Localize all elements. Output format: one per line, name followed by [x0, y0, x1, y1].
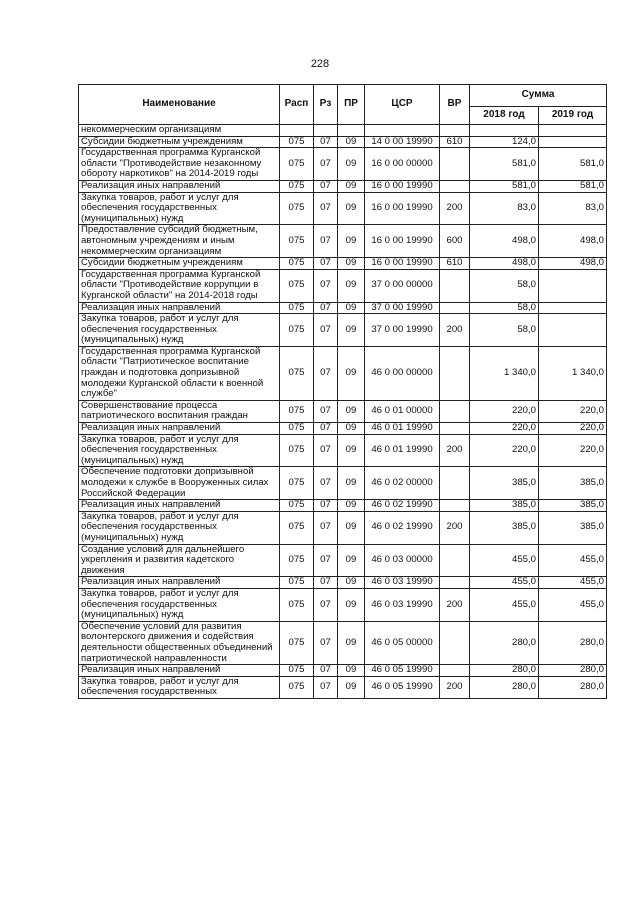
table-row	[79, 148, 607, 181]
row-name: Государственная программа Курганской области "Противодействие незаконному обороту наркотиков" на 2014-2019 годы	[79, 148, 280, 181]
row-rz: 07	[314, 258, 338, 270]
row-sum-2019: 498,0	[539, 225, 607, 258]
row-pr: 09	[338, 665, 365, 677]
row-rz: 07	[314, 148, 338, 181]
row-rz: 07	[314, 136, 338, 148]
row-name: некоммерческим организациям	[79, 125, 280, 137]
table-row	[79, 180, 607, 192]
row-pr: 09	[338, 269, 365, 302]
row-pr: 09	[338, 258, 365, 270]
row-csr: 46 0 01 19990	[365, 423, 440, 435]
row-rz: 07	[314, 511, 338, 544]
row-vr	[440, 665, 470, 677]
row-rasp: 075	[280, 180, 314, 192]
row-sum-2018: 581,0	[470, 180, 539, 192]
row-vr: 610	[440, 258, 470, 270]
row-vr: 610	[440, 136, 470, 148]
table-row	[79, 588, 607, 621]
row-name: Реализация иных направлений	[79, 302, 280, 314]
row-rasp: 075	[280, 192, 314, 225]
table-row	[79, 192, 607, 225]
row-sum-2019: 455,0	[539, 577, 607, 589]
row-rz: 07	[314, 544, 338, 577]
row-rasp: 075	[280, 258, 314, 270]
table-row	[79, 258, 607, 270]
row-sum-2019: 280,0	[539, 621, 607, 664]
row-sum-2018: 124,0	[470, 136, 539, 148]
row-pr: 09	[338, 400, 365, 422]
row-name: Закупка товаров, работ и услуг для обеспечения государственных	[79, 676, 280, 698]
row-rz: 07	[314, 192, 338, 225]
row-name: Совершенствование процесса патриотического воспитания граждан	[79, 400, 280, 422]
row-csr: 16 0 00 19990	[365, 225, 440, 258]
row-rasp: 075	[280, 676, 314, 698]
row-sum-2018: 220,0	[470, 434, 539, 467]
row-vr	[440, 269, 470, 302]
row-pr: 09	[338, 577, 365, 589]
row-sum-2018: 280,0	[470, 621, 539, 664]
row-pr: 09	[338, 148, 365, 181]
row-rasp: 075	[280, 500, 314, 512]
table-row	[79, 346, 607, 400]
row-sum-2018: 280,0	[470, 676, 539, 698]
row-sum-2019: 498,0	[539, 258, 607, 270]
row-sum-2019	[539, 269, 607, 302]
row-csr	[365, 125, 440, 137]
row-rasp: 075	[280, 423, 314, 435]
table-row	[79, 500, 607, 512]
row-name: Закупка товаров, работ и услуг для обеспечения государственных (муниципальных) нужд	[79, 434, 280, 467]
row-rasp: 075	[280, 302, 314, 314]
row-pr: 09	[338, 434, 365, 467]
row-name: Закупка товаров, работ и услуг для обеспечения государственных (муниципальных) нужд	[79, 588, 280, 621]
row-csr: 14 0 00 19990	[365, 136, 440, 148]
row-rz: 07	[314, 225, 338, 258]
table-row	[79, 511, 607, 544]
row-sum-2018: 280,0	[470, 665, 539, 677]
row-sum-2018	[470, 125, 539, 137]
row-pr: 09	[338, 467, 365, 500]
row-rz: 07	[314, 676, 338, 698]
row-name: Субсидии бюджетным учреждениям	[79, 136, 280, 148]
row-csr: 37 0 00 19990	[365, 302, 440, 314]
budget-table	[78, 84, 607, 699]
row-name: Закупка товаров, работ и услуг для обеспечения государственных (муниципальных) нужд	[79, 192, 280, 225]
row-rz: 07	[314, 423, 338, 435]
row-rz: 07	[314, 434, 338, 467]
row-name: Реализация иных направлений	[79, 180, 280, 192]
row-vr: 200	[440, 676, 470, 698]
row-rz: 07	[314, 588, 338, 621]
row-name: Государственная программа Курганской области "Патриотическое воспитание граждан и подготовка допризывной молодежи Курганской области к военной службе"	[79, 346, 280, 400]
row-sum-2019	[539, 125, 607, 137]
row-sum-2018: 58,0	[470, 269, 539, 302]
page-number: 228	[310, 58, 330, 70]
row-vr	[440, 180, 470, 192]
row-pr: 09	[338, 544, 365, 577]
row-name: Создание условий для дальнейшего укрепления и развития кадетского движения	[79, 544, 280, 577]
header-name: Наименование	[79, 85, 280, 125]
table-row	[79, 136, 607, 148]
row-name: Реализация иных направлений	[79, 500, 280, 512]
table-row	[79, 467, 607, 500]
row-rz: 07	[314, 665, 338, 677]
row-pr: 09	[338, 192, 365, 225]
row-vr: 200	[440, 511, 470, 544]
row-rz: 07	[314, 400, 338, 422]
row-sum-2018: 58,0	[470, 302, 539, 314]
header-vr: ВР	[440, 85, 470, 125]
header-2018: 2018 год	[470, 107, 539, 125]
row-sum-2019: 581,0	[539, 180, 607, 192]
row-vr	[440, 302, 470, 314]
table-row	[79, 314, 607, 347]
row-rasp: 075	[280, 136, 314, 148]
header-rz: Рз	[314, 85, 338, 125]
row-rz: 07	[314, 621, 338, 664]
row-name: Государственная программа Курганской области "Противодействие коррупции в Курганской области" на 2014-2018 годы	[79, 269, 280, 302]
row-rasp: 075	[280, 467, 314, 500]
row-sum-2018: 385,0	[470, 467, 539, 500]
header-2019: 2019 год	[539, 107, 607, 125]
table-row	[79, 400, 607, 422]
row-sum-2019: 220,0	[539, 400, 607, 422]
row-vr: 200	[440, 434, 470, 467]
row-rasp: 075	[280, 225, 314, 258]
row-sum-2018: 220,0	[470, 400, 539, 422]
row-sum-2019: 385,0	[539, 511, 607, 544]
row-csr: 37 0 00 00000	[365, 269, 440, 302]
row-name: Субсидии бюджетным учреждениям	[79, 258, 280, 270]
row-sum-2019	[539, 136, 607, 148]
row-sum-2018: 498,0	[470, 225, 539, 258]
row-sum-2019: 385,0	[539, 500, 607, 512]
row-rasp: 075	[280, 400, 314, 422]
row-csr: 46 0 05 19990	[365, 665, 440, 677]
table-row	[79, 665, 607, 677]
row-pr: 09	[338, 225, 365, 258]
row-sum-2018: 385,0	[470, 500, 539, 512]
row-sum-2019	[539, 302, 607, 314]
row-rasp: 075	[280, 148, 314, 181]
table-row	[79, 225, 607, 258]
row-vr	[440, 400, 470, 422]
row-sum-2018: 1 340,0	[470, 346, 539, 400]
row-pr: 09	[338, 302, 365, 314]
row-sum-2019: 280,0	[539, 665, 607, 677]
table-row	[79, 269, 607, 302]
row-csr: 16 0 00 19990	[365, 258, 440, 270]
row-csr: 16 0 00 00000	[365, 148, 440, 181]
row-rasp: 075	[280, 269, 314, 302]
row-rasp: 075	[280, 577, 314, 589]
row-pr: 09	[338, 500, 365, 512]
row-vr	[440, 544, 470, 577]
row-pr: 09	[338, 314, 365, 347]
row-pr	[338, 125, 365, 137]
table-row	[79, 676, 607, 698]
row-sum-2018: 220,0	[470, 423, 539, 435]
row-sum-2019	[539, 314, 607, 347]
row-pr: 09	[338, 588, 365, 621]
row-sum-2019: 1 340,0	[539, 346, 607, 400]
table-row	[79, 577, 607, 589]
table-row	[79, 434, 607, 467]
row-vr: 200	[440, 314, 470, 347]
row-vr	[440, 346, 470, 400]
row-pr: 09	[338, 511, 365, 544]
row-sum-2019: 455,0	[539, 588, 607, 621]
row-rasp: 075	[280, 346, 314, 400]
row-sum-2018: 498,0	[470, 258, 539, 270]
row-rasp: 075	[280, 588, 314, 621]
row-rz: 07	[314, 577, 338, 589]
row-csr: 46 0 03 19990	[365, 588, 440, 621]
row-rz: 07	[314, 467, 338, 500]
row-csr: 37 0 00 19990	[365, 314, 440, 347]
row-sum-2019: 220,0	[539, 434, 607, 467]
row-pr: 09	[338, 423, 365, 435]
row-rz	[314, 125, 338, 137]
row-name: Закупка товаров, работ и услуг для обеспечения государственных (муниципальных) нужд	[79, 314, 280, 347]
row-sum-2018: 455,0	[470, 544, 539, 577]
row-pr: 09	[338, 136, 365, 148]
row-sum-2019: 455,0	[539, 544, 607, 577]
row-csr: 46 0 05 19990	[365, 676, 440, 698]
row-name: Обеспечение подготовки допризывной молодежи к службе в Вооруженных силах Российской Федерации	[79, 467, 280, 500]
table-row	[79, 544, 607, 577]
row-vr	[440, 500, 470, 512]
header-sum: Сумма	[470, 85, 607, 107]
row-name: Реализация иных направлений	[79, 577, 280, 589]
row-vr	[440, 423, 470, 435]
row-csr: 46 0 03 00000	[365, 544, 440, 577]
row-sum-2019: 581,0	[539, 148, 607, 181]
row-name: Закупка товаров, работ и услуг для обеспечения государственных (муниципальных) нужд	[79, 511, 280, 544]
row-vr	[440, 577, 470, 589]
row-vr	[440, 467, 470, 500]
row-rasp: 075	[280, 434, 314, 467]
row-name: Обеспечение условий для развития волонтерского движения и содействия деятельности общественных объединений патриотической направленности	[79, 621, 280, 664]
row-rz: 07	[314, 180, 338, 192]
table-row	[79, 302, 607, 314]
row-csr: 46 0 03 19990	[365, 577, 440, 589]
header-pr: ПР	[338, 85, 365, 125]
row-vr: 200	[440, 192, 470, 225]
row-sum-2018: 455,0	[470, 577, 539, 589]
row-pr: 09	[338, 346, 365, 400]
row-sum-2018: 83,0	[470, 192, 539, 225]
row-vr: 600	[440, 225, 470, 258]
row-csr: 46 0 00 00000	[365, 346, 440, 400]
row-sum-2018: 385,0	[470, 511, 539, 544]
row-sum-2019: 83,0	[539, 192, 607, 225]
row-csr: 46 0 02 00000	[365, 467, 440, 500]
row-csr: 16 0 00 19990	[365, 180, 440, 192]
row-rasp: 075	[280, 621, 314, 664]
row-csr: 46 0 02 19990	[365, 500, 440, 512]
header-csr: ЦСР	[365, 85, 440, 125]
row-rz: 07	[314, 314, 338, 347]
header-rasp: Расп	[280, 85, 314, 125]
row-rasp	[280, 125, 314, 137]
row-vr	[440, 621, 470, 664]
row-vr: 200	[440, 588, 470, 621]
row-csr: 46 0 05 00000	[365, 621, 440, 664]
row-pr: 09	[338, 676, 365, 698]
row-sum-2018: 581,0	[470, 148, 539, 181]
table-row	[79, 423, 607, 435]
row-csr: 46 0 01 19990	[365, 434, 440, 467]
row-csr: 46 0 01 00000	[365, 400, 440, 422]
table-body	[79, 125, 607, 699]
row-name: Реализация иных направлений	[79, 665, 280, 677]
row-csr: 16 0 00 19990	[365, 192, 440, 225]
row-vr	[440, 148, 470, 181]
row-vr	[440, 125, 470, 137]
row-rasp: 075	[280, 314, 314, 347]
row-rasp: 075	[280, 511, 314, 544]
row-csr: 46 0 02 19990	[365, 511, 440, 544]
row-name: Предоставление субсидий бюджетным, автономным учреждениям и иным некоммерческим организациям	[79, 225, 280, 258]
row-rasp: 075	[280, 665, 314, 677]
row-sum-2019: 220,0	[539, 423, 607, 435]
row-rz: 07	[314, 269, 338, 302]
table-row	[79, 621, 607, 664]
table-row	[79, 125, 607, 137]
row-sum-2018: 455,0	[470, 588, 539, 621]
row-sum-2018: 58,0	[470, 314, 539, 347]
row-sum-2019: 385,0	[539, 467, 607, 500]
row-rz: 07	[314, 346, 338, 400]
row-sum-2019: 280,0	[539, 676, 607, 698]
row-rasp: 075	[280, 544, 314, 577]
row-pr: 09	[338, 180, 365, 192]
row-pr: 09	[338, 621, 365, 664]
row-name: Реализация иных направлений	[79, 423, 280, 435]
row-rz: 07	[314, 302, 338, 314]
row-rz: 07	[314, 500, 338, 512]
